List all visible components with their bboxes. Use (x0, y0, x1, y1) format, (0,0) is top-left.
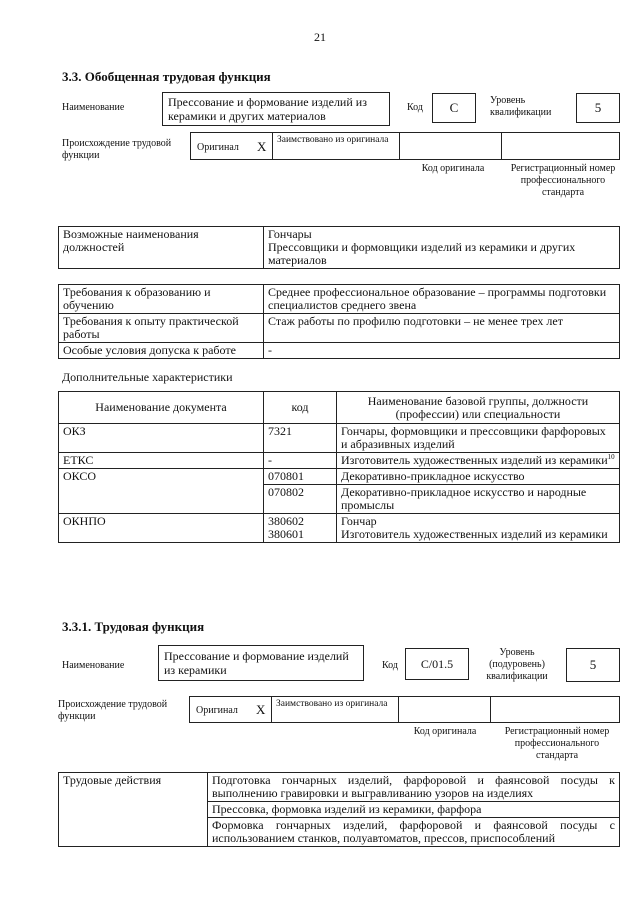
tf-level-label: Уровень (подуровень) квалификации (486, 647, 548, 682)
tf-name-value: Прессование и формование изделий из керамики (164, 649, 349, 677)
tf-original-cell (189, 696, 271, 723)
code-original-label: Код оригинала (421, 163, 485, 174)
page-number: 21 (314, 30, 326, 44)
requirements-table (58, 284, 620, 359)
tf-name-label: Наименование (62, 660, 125, 671)
special-value: - (264, 343, 620, 359)
tf-code-label: Код (382, 660, 398, 671)
tf-code-original-label: Код оригинала (413, 726, 477, 737)
original-label: Оригинал (197, 142, 239, 153)
header-code: код (264, 392, 337, 424)
code-value: С (432, 93, 476, 123)
name-value: Прессование и формование изделий из керамики и других материалов (168, 95, 367, 123)
row-code (264, 514, 337, 543)
tf-borrowed-cell (271, 696, 399, 723)
exp-value: Стаж работы по профилю подготовки – не менее трех лет (264, 314, 620, 343)
borrowed-cell (272, 132, 400, 160)
section-heading: 3.3. Обобщенная трудовая функция (62, 69, 271, 84)
tf-borrowed-label: Заимствовано из оригинала (276, 699, 388, 709)
positions-table (58, 226, 620, 269)
reg-number-cell (502, 132, 620, 160)
table-row (59, 424, 620, 453)
origin-row (190, 132, 620, 160)
header-name: Наименование базовой группы, должности (профессии) или специальности (337, 392, 620, 424)
level-value: 5 (576, 93, 620, 123)
name-line: Гончар (341, 514, 377, 528)
name-value-box (162, 92, 390, 126)
table-row (59, 514, 620, 543)
action-item: Подготовка гончарных изделий, фарфоровой и фаянсовой посуды к выполнению гравировки и выгравливанию узоров на изделиях (208, 773, 620, 802)
tf-origin-label: Происхождение трудовой функции (58, 699, 168, 722)
tf-reg-number-label: Регистрационный номер профессионального стандарта (504, 726, 610, 761)
code-line: 380602 (268, 514, 304, 528)
row-doc: ОКНПО (59, 514, 264, 543)
code-line: 380601 (268, 527, 304, 541)
row-code: 070801 (264, 469, 337, 485)
origin-label: Происхождение трудовой функции (62, 138, 172, 161)
row-name: Декоративно-прикладное искусство (337, 469, 620, 485)
code-original-cell (400, 132, 502, 160)
tf-origin-row (189, 696, 620, 723)
characteristics-table (58, 391, 620, 543)
code-label: Код (407, 102, 423, 113)
exp-label: Требования к опыту практической работы (59, 314, 264, 343)
tf-original-label: Оригинал (196, 705, 238, 716)
reg-number-label: Регистрационный номер профессионального стандарта (510, 163, 616, 198)
tf-level-value: 5 (566, 648, 620, 682)
special-label: Особые условия допуска к работе (59, 343, 264, 359)
table-row (59, 453, 620, 469)
level-label: Уровень квалификации (490, 95, 552, 118)
edu-label: Требования к образованию и обучению (59, 285, 264, 314)
tf-code-value: С/01.5 (405, 648, 469, 680)
row-code: 7321 (264, 424, 337, 453)
position-potter: Гончары (268, 227, 312, 241)
tf-code-original-cell (399, 696, 491, 723)
row-name: Изготовитель художественных изделий из керамики$^{10}$ (337, 453, 620, 469)
row-code: - (264, 453, 337, 469)
borrowed-label: Заимствовано из оригинала (277, 135, 389, 145)
extra-heading: Дополнительные характеристики (62, 370, 233, 384)
action-item: Формовка гончарных изделий, фарфоровой и фаянсовой посуды с использованием станков, полуавтоматов, прессов, приспособлений (208, 818, 620, 847)
row-doc: ОКЗ (59, 424, 264, 453)
subsection-heading: 3.3.1. Трудовая функция (62, 619, 205, 634)
footnote-ref: 10 (607, 453, 615, 461)
positions-value (264, 227, 620, 269)
table-row (59, 469, 620, 485)
tf-reg-number-cell (491, 696, 620, 723)
actions-table (58, 772, 620, 847)
name-line: Изготовитель художественных изделий из керамики (341, 527, 608, 541)
row-code: 070802 (264, 485, 337, 514)
row-name: Гончары, формовщики и прессовщики фарфоровых и абразивных изделий (337, 424, 620, 453)
tf-name-value-box (158, 645, 364, 681)
header-doc: Наименование документа (59, 392, 264, 424)
row-name (337, 514, 620, 543)
row-name: Декоративно-прикладное искусство и народные промыслы (337, 485, 620, 514)
name-label: Наименование (62, 102, 125, 113)
row-doc: ОКСО (59, 469, 264, 514)
original-mark: Х (257, 139, 267, 154)
actions-label: Трудовые действия (59, 773, 208, 847)
original-cell (190, 132, 272, 160)
tf-original-mark: Х (256, 702, 266, 717)
edu-value: Среднее профессиональное образование – программы подготовки специалистов среднего звена (264, 285, 620, 314)
row-doc: ЕТКС (59, 453, 264, 469)
action-item: Прессовка, формовка изделий из керамики, фарфора (208, 802, 620, 818)
position-presser: Прессовщики и формовщики изделий из керамики и других материалов (268, 240, 576, 267)
positions-label: Возможные наименования должностей (59, 227, 264, 269)
